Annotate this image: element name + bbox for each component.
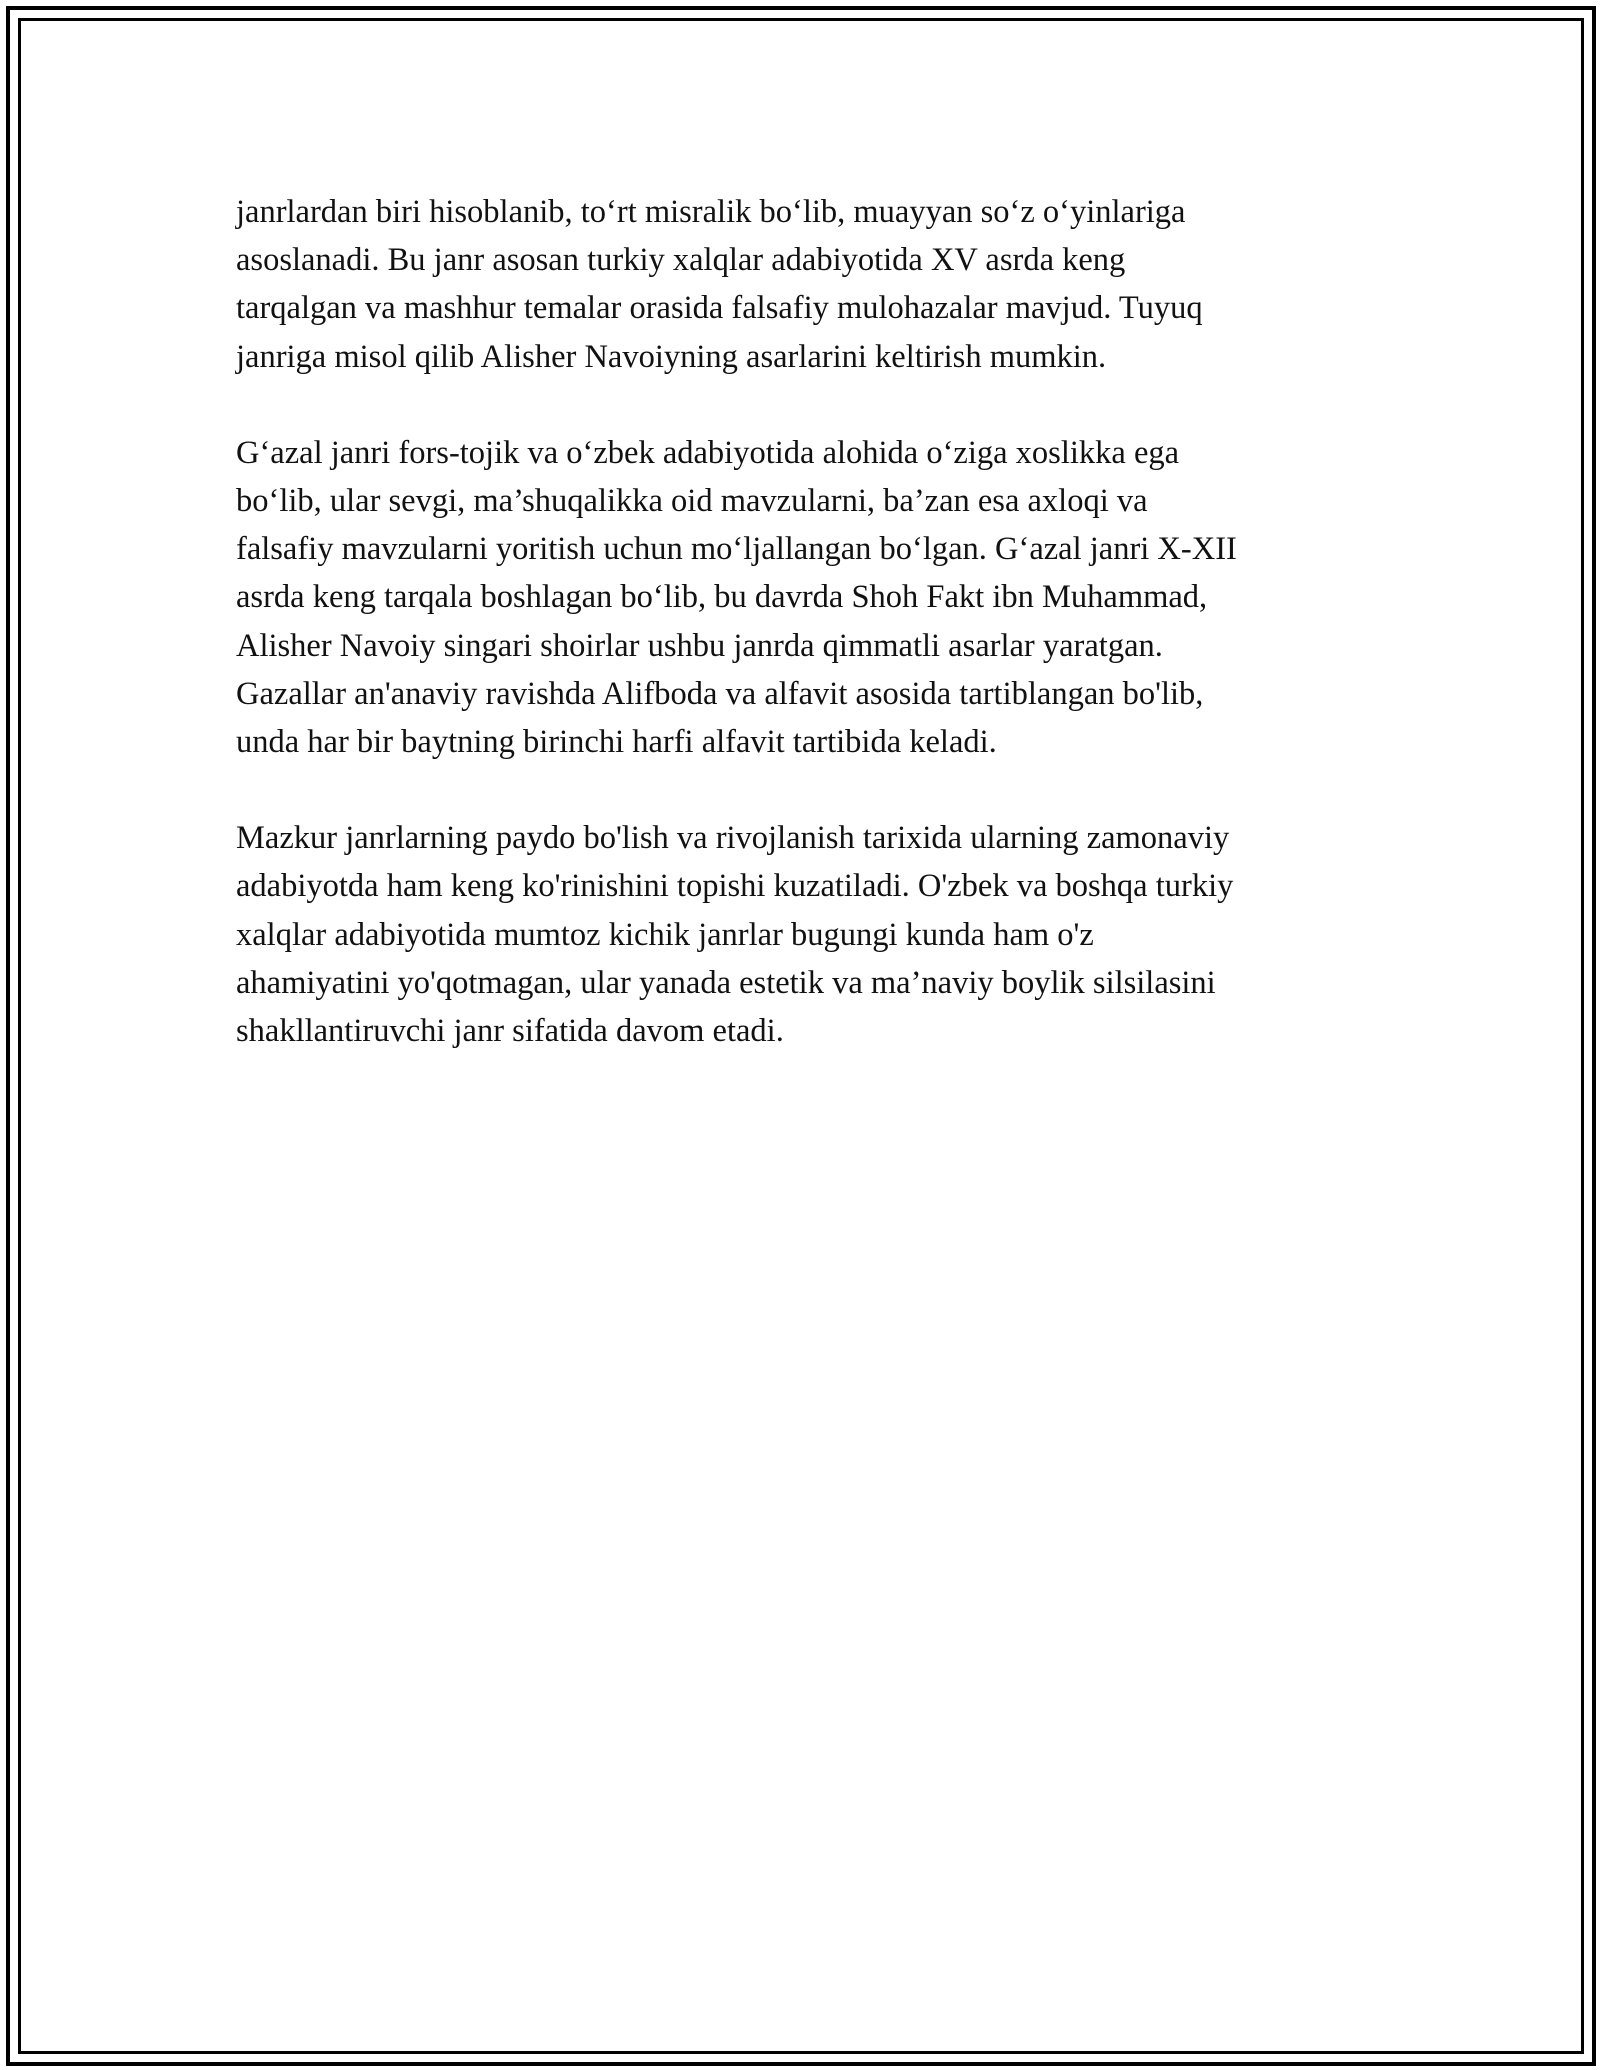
paragraph-tuyuq: janrlardan biri hisoblanib, to‘rt misralik bo‘lib, muayyan so‘z o‘yinlariga asoslanadi. Bu janr asosan turkiy xalqlar adabiyotida XV asrda keng tarqalgan va mashhur temalar orasida falsafiy mulohazalar mavjud. Tuyuq janriga misol qilib Alisher Navoiyning asarlarini keltirish mumkin.	[236, 194, 1203, 375]
document-body	[236, 188, 1376, 1103]
paragraph-modern-genres: Mazkur janrlarning paydo bo'lish va rivojlanish tarixida ularning zamonaviy adabiyotda ham keng ko'rinishini topishi kuzatiladi. O'zbek va boshqa turkiy xalqlar adabiyotida mumtoz kichik janrlar bugungi kunda ham o'z ahamiyatini yo'qotmagan, ular yanada estetik va ma’naviy boylik silsilasini shakllantiruvchi janr sifatida davom etadi.	[236, 820, 1234, 1050]
paragraph-gazal: G‘azal janri fors-tojik va o‘zbek adabiyotida alohida o‘ziga xoslikka ega bo‘lib, ular sevgi, ma’shuqalikka oid mavzularni, ba’zan esa axloqi va falsafiy mavzularni yoritish uchun mo‘ljallangan bo‘lgan. G‘azal janri X-XII asrda keng tarqala boshlagan bo‘lib, bu davrda Shoh Fakt ibn Muhammad, Alisher Navoiy singari shoirlar ushbu janrda qimmatli asarlar yaratgan. Gazallar an'anaviy ravishda Alifboda va alfavit asosida tartiblangan bo'lib, unda har bir baytning birinchi harfi alfavit tartibida keladi.	[236, 434, 1237, 761]
